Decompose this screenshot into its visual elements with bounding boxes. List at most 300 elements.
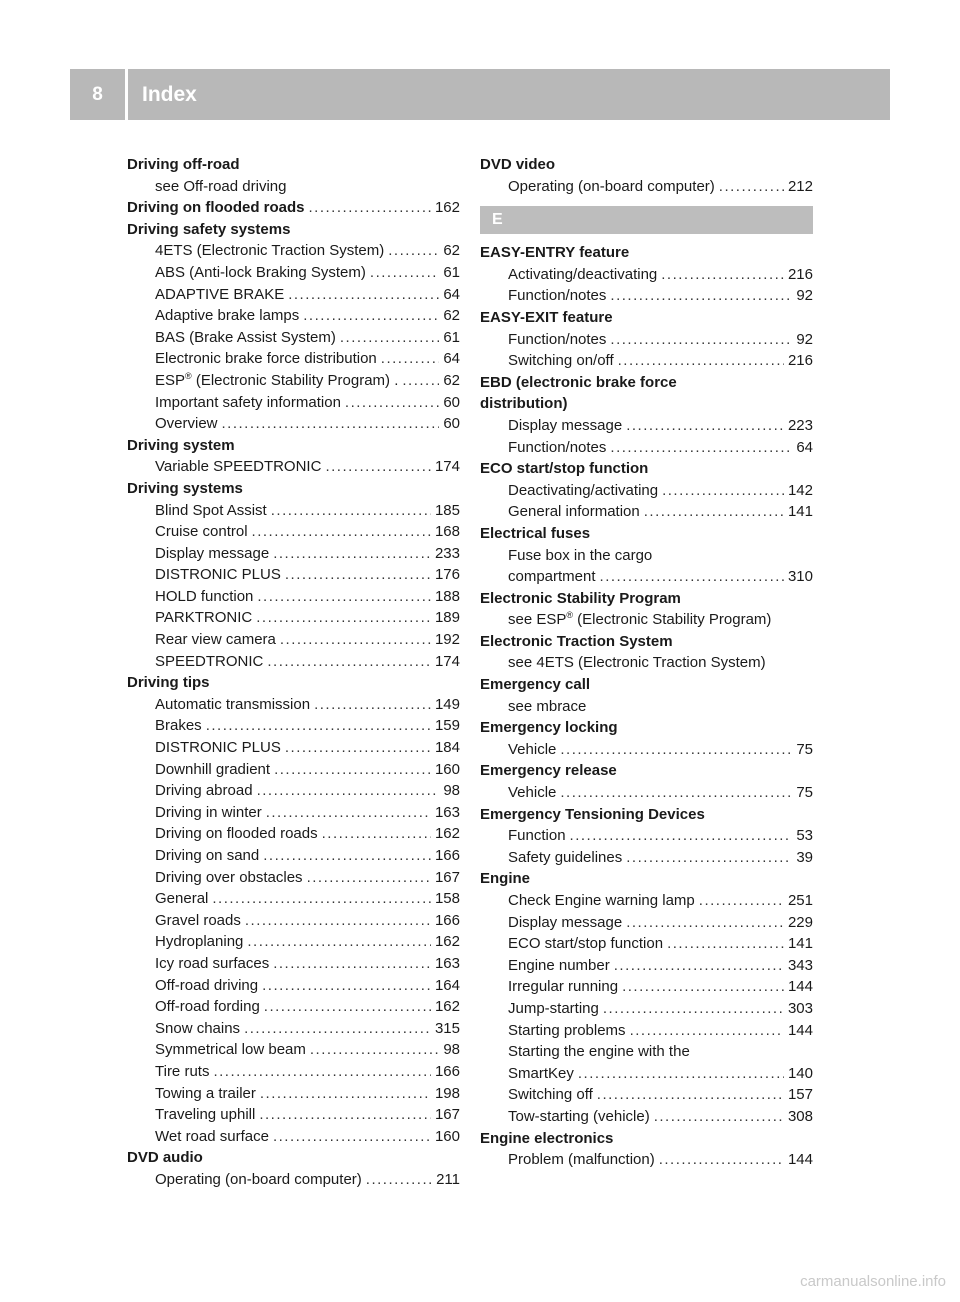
entry-text: see 4ETS (Electronic Traction System) xyxy=(508,654,766,672)
index-subentry xyxy=(127,1104,460,1126)
entry-text-cont: (Electronic Stability Program) xyxy=(573,611,772,629)
page-reference[interactable]: 144 xyxy=(787,978,813,996)
dot-leader xyxy=(610,285,792,307)
entry-text: EASY-EXIT feature xyxy=(480,308,613,326)
entry-text: Brakes xyxy=(155,717,202,735)
index-subentry xyxy=(127,392,460,414)
entry-label xyxy=(480,372,677,394)
entry-text: 4ETS (Electronic Traction System) xyxy=(155,242,385,260)
index-subentry xyxy=(480,415,813,437)
page-reference[interactable]: 184 xyxy=(434,739,460,757)
entry-label xyxy=(508,285,606,307)
entry-label xyxy=(155,780,253,802)
index-subentry xyxy=(127,327,460,349)
index-subentry xyxy=(127,1169,460,1191)
entry-text: Important safety information xyxy=(155,393,341,411)
entry-text: SmartKey xyxy=(508,1064,574,1082)
page-reference[interactable]: 62 xyxy=(443,371,460,389)
index-subentry xyxy=(480,1041,813,1063)
entry-label xyxy=(480,588,681,610)
page-reference[interactable]: 189 xyxy=(434,609,460,627)
page-reference[interactable]: 212 xyxy=(787,177,813,195)
index-subentry xyxy=(127,262,460,284)
entry-text: HOLD function xyxy=(155,587,254,605)
index-term xyxy=(480,393,813,415)
entry-label xyxy=(508,545,652,567)
index-subentry xyxy=(127,1126,460,1148)
page-number: 8 xyxy=(92,83,103,105)
entry-label xyxy=(155,305,299,327)
entry-label xyxy=(508,566,596,588)
dot-leader xyxy=(252,521,431,543)
entry-label xyxy=(155,759,270,781)
index-subentry xyxy=(127,586,460,608)
index-subentry xyxy=(480,1063,813,1085)
page-reference[interactable]: 160 xyxy=(434,760,460,778)
entry-text: compartment xyxy=(508,568,596,586)
page-reference[interactable]: 343 xyxy=(787,956,813,974)
entry-text: ECO start/stop function xyxy=(480,460,649,478)
entry-text: Electrical fuses xyxy=(480,524,591,542)
page-reference[interactable]: 168 xyxy=(434,523,460,541)
page-reference[interactable]: 142 xyxy=(787,481,813,499)
entry-label xyxy=(155,802,262,824)
index-term xyxy=(480,1128,813,1150)
dot-leader xyxy=(271,500,431,522)
page-reference[interactable]: 98 xyxy=(443,1041,460,1059)
entry-label xyxy=(508,329,606,351)
index-subentry xyxy=(127,521,460,543)
dot-leader xyxy=(285,564,431,586)
entry-label xyxy=(508,933,663,955)
dot-leader xyxy=(264,996,431,1018)
entry-text: Driving in winter xyxy=(155,803,262,821)
page-reference[interactable]: 75 xyxy=(796,740,813,758)
page-reference[interactable]: 176 xyxy=(434,566,460,584)
entry-text: Display message xyxy=(155,544,270,562)
dot-leader xyxy=(370,262,439,284)
index-subentry xyxy=(127,284,460,306)
entry-text: Driving system xyxy=(127,436,235,454)
entry-text: Traveling uphill xyxy=(155,1106,256,1124)
page-reference[interactable]: 157 xyxy=(787,1086,813,1104)
entry-text: Driving on sand xyxy=(155,847,260,864)
entry-label xyxy=(155,715,202,737)
page-reference[interactable]: 62 xyxy=(443,307,460,325)
entry-text: Driving tips xyxy=(127,674,210,692)
page-reference[interactable]: 216 xyxy=(787,265,813,283)
entry-label xyxy=(155,543,269,565)
index-subentry xyxy=(480,998,813,1020)
page-reference[interactable]: 160 xyxy=(434,1127,460,1145)
entry-label xyxy=(508,825,566,847)
entry-text: EASY-ENTRY feature xyxy=(480,244,630,262)
entry-text: Display message xyxy=(508,416,623,434)
dot-leader xyxy=(322,823,431,845)
page-reference[interactable]: 61 xyxy=(443,263,460,281)
entry-text: Irregular running xyxy=(508,978,619,996)
index-subentry xyxy=(127,888,460,910)
entry-text: Switching off xyxy=(508,1086,593,1104)
dot-leader xyxy=(618,350,784,372)
dot-leader xyxy=(314,694,431,716)
entry-text: ECO start/stop function xyxy=(508,935,664,953)
page-reference[interactable]: 198 xyxy=(434,1084,460,1102)
page-reference[interactable]: 98 xyxy=(443,782,460,800)
entry-text: Emergency locking xyxy=(480,719,618,737)
entry-text: Icy road surfaces xyxy=(155,954,270,972)
entry-text: PARKTRONIC xyxy=(155,609,253,627)
dot-leader xyxy=(597,1084,784,1106)
entry-text: see Off-road driving xyxy=(155,177,287,195)
entry-text: distribution) xyxy=(480,395,568,413)
page-reference[interactable]: 216 xyxy=(787,352,813,370)
dot-leader xyxy=(222,413,440,435)
entry-text: Engine number xyxy=(508,956,610,974)
dot-leader xyxy=(560,739,792,761)
entry-text: DVD video xyxy=(480,156,556,173)
entry-text: Driving safety systems xyxy=(127,220,291,238)
entry-label xyxy=(480,307,613,329)
dot-leader xyxy=(307,867,431,889)
entry-text: ESP xyxy=(155,371,186,389)
page-reference[interactable]: 64 xyxy=(443,350,460,368)
dot-leader xyxy=(610,437,792,459)
entry-text: see ESP xyxy=(508,611,567,629)
entry-label xyxy=(508,1063,574,1085)
index-subentry xyxy=(127,348,460,370)
entry-label xyxy=(155,845,259,867)
entry-label xyxy=(155,456,321,478)
index-term xyxy=(480,588,813,610)
page-reference[interactable]: 162 xyxy=(434,825,460,843)
page-reference[interactable]: 149 xyxy=(434,695,460,713)
index-subentry xyxy=(127,176,460,198)
entry-text: Wet road surface xyxy=(155,1127,269,1145)
dot-leader xyxy=(212,888,431,910)
page-reference[interactable]: 166 xyxy=(434,847,460,864)
entry-text: Tire ruts xyxy=(155,1062,210,1080)
entry-text: Safety guidelines xyxy=(508,848,623,866)
dot-leader xyxy=(285,737,431,759)
page-reference[interactable]: 92 xyxy=(796,330,813,348)
index-subentry xyxy=(480,976,813,998)
entry-label xyxy=(508,176,715,198)
entry-label xyxy=(155,240,384,262)
page-reference[interactable]: 64 xyxy=(443,285,460,303)
section-header: E xyxy=(480,206,813,234)
page-reference[interactable]: 75 xyxy=(796,784,813,802)
dot-leader xyxy=(266,802,431,824)
page-reference[interactable]: 60 xyxy=(443,415,460,433)
index-term xyxy=(480,674,813,696)
entry-text: Automatic transmission xyxy=(155,695,311,713)
entry-label xyxy=(480,242,629,264)
page-reference[interactable]: 174 xyxy=(434,652,460,670)
entry-label xyxy=(155,867,303,889)
entry-label xyxy=(155,284,284,306)
entry-text: Hydroplaning xyxy=(155,933,244,951)
index-subentry xyxy=(480,176,813,198)
dot-leader xyxy=(662,480,784,502)
index-subentry xyxy=(480,1106,813,1128)
page-reference[interactable]: 162 xyxy=(434,933,460,951)
page-reference[interactable]: 229 xyxy=(787,913,813,931)
entry-label xyxy=(155,348,377,370)
entry-text: Driving on flooded roads xyxy=(155,825,318,843)
entry-text: Cruise control xyxy=(155,523,248,541)
index-term xyxy=(127,478,460,500)
index-subentry xyxy=(480,545,813,567)
page-reference[interactable]: 211 xyxy=(436,1170,460,1188)
page-reference[interactable]: 163 xyxy=(434,803,460,821)
entry-text: ABS (Anti-lock Braking System) xyxy=(155,263,366,281)
entry-label xyxy=(155,651,263,673)
entry-label xyxy=(508,976,618,998)
dot-leader xyxy=(303,305,439,327)
index-term xyxy=(480,717,813,739)
watermark: carmanualsonline.info xyxy=(800,1273,946,1290)
entry-text: Tow-starting (vehicle) xyxy=(508,1107,650,1125)
index-subentry xyxy=(127,694,460,716)
index-subentry xyxy=(480,912,813,934)
entry-label xyxy=(508,652,766,674)
entry-label xyxy=(155,413,218,435)
entry-text: Function/notes xyxy=(508,438,607,456)
page-reference[interactable]: 162 xyxy=(434,998,460,1016)
page-reference[interactable]: 308 xyxy=(787,1107,813,1125)
entry-text: DISTRONIC PLUS xyxy=(155,739,281,757)
dot-leader xyxy=(273,543,431,565)
entry-label xyxy=(155,629,276,651)
dot-leader xyxy=(340,327,439,349)
index-subentry xyxy=(480,1149,813,1171)
index-column-right xyxy=(480,154,813,1171)
page-reference[interactable]: 140 xyxy=(787,1064,813,1082)
dot-leader xyxy=(610,329,792,351)
page-reference[interactable]: 192 xyxy=(434,631,460,649)
page-reference[interactable]: 303 xyxy=(787,999,813,1017)
index-subentry xyxy=(480,501,813,523)
page-reference[interactable]: 188 xyxy=(434,587,460,605)
entry-label xyxy=(508,415,622,437)
page-reference[interactable]: 163 xyxy=(434,954,460,972)
index-subentry xyxy=(480,847,813,869)
index-subentry xyxy=(480,825,813,847)
index-subentry xyxy=(127,845,460,867)
dot-leader xyxy=(325,456,431,478)
dot-leader xyxy=(366,1169,432,1191)
entry-label xyxy=(155,694,310,716)
page-reference[interactable]: 166 xyxy=(434,911,460,929)
page-reference[interactable]: 141 xyxy=(787,935,813,953)
entry-text: ADAPTIVE BRAKE xyxy=(155,285,285,303)
page-reference[interactable]: 166 xyxy=(434,1062,460,1080)
index-subentry xyxy=(127,564,460,586)
page-reference[interactable]: 315 xyxy=(434,1019,460,1037)
page-reference[interactable]: 39 xyxy=(796,848,813,866)
entry-label xyxy=(155,953,269,975)
entry-label xyxy=(480,717,618,739)
entry-text: Problem (malfunction) xyxy=(508,1151,655,1169)
page-reference[interactable]: 62 xyxy=(443,242,460,260)
page-reference[interactable]: 223 xyxy=(787,416,813,434)
page-reference[interactable]: 61 xyxy=(443,328,460,346)
entry-label xyxy=(127,478,243,500)
index-subentry xyxy=(127,651,460,673)
index-subentry xyxy=(127,996,460,1018)
entry-label xyxy=(508,480,658,502)
entry-text: Function/notes xyxy=(508,330,607,348)
dot-leader xyxy=(600,566,784,588)
dot-leader xyxy=(256,607,431,629)
entry-label xyxy=(508,350,614,372)
entry-label xyxy=(480,760,617,782)
page-reference[interactable]: 158 xyxy=(434,890,460,908)
entry-text: Variable SPEEDTRONIC xyxy=(155,458,322,476)
entry-label xyxy=(480,458,648,480)
entry-text: Check Engine warning lamp xyxy=(508,892,695,909)
index-subentry xyxy=(480,609,813,631)
entry-label xyxy=(155,586,253,608)
entry-text: Off-road fording xyxy=(155,998,260,1016)
entry-text: General xyxy=(155,890,209,908)
page-reference[interactable]: 60 xyxy=(443,393,460,411)
dot-leader xyxy=(280,629,431,651)
index-subentry xyxy=(480,1020,813,1042)
entry-label xyxy=(508,1041,690,1063)
dot-leader xyxy=(661,264,784,286)
entry-text: DVD audio xyxy=(127,1149,203,1167)
entry-text: Operating (on-board computer) xyxy=(155,1170,362,1188)
entry-text: Switching on/off xyxy=(508,352,614,370)
entry-label xyxy=(508,890,695,912)
entry-text: see mbrace xyxy=(508,697,587,715)
entry-label xyxy=(480,393,567,415)
index-subentry xyxy=(480,890,813,912)
entry-text: Driving on flooded roads xyxy=(127,199,305,217)
index-subentry xyxy=(127,910,460,932)
page-reference[interactable]: 53 xyxy=(796,827,813,845)
index-subentry xyxy=(127,931,460,953)
entry-text: Towing a trailer xyxy=(155,1084,256,1102)
page-reference[interactable]: 185 xyxy=(434,501,460,519)
entry-label xyxy=(155,888,208,910)
page-reference[interactable]: 162 xyxy=(434,199,460,217)
dot-leader xyxy=(560,782,792,804)
dot-leader xyxy=(667,933,784,955)
page-reference[interactable]: 167 xyxy=(434,868,460,886)
entry-text: Engine electronics xyxy=(480,1129,614,1147)
index-term xyxy=(480,631,813,653)
index-subentry xyxy=(127,867,460,889)
dot-leader xyxy=(310,1039,439,1061)
page-reference[interactable]: 144 xyxy=(787,1021,813,1039)
index-term xyxy=(480,760,813,782)
entry-label xyxy=(155,931,243,953)
page-reference[interactable]: 251 xyxy=(787,892,813,909)
entry-text: Gravel roads xyxy=(155,911,241,929)
header-divider xyxy=(125,69,128,120)
page-reference[interactable]: 144 xyxy=(787,1151,813,1169)
entry-label xyxy=(508,437,606,459)
dot-leader xyxy=(345,392,439,414)
entry-label xyxy=(155,996,260,1018)
entry-label xyxy=(155,1018,240,1040)
index-subentry xyxy=(480,566,813,588)
index-subentry xyxy=(127,543,460,565)
page-reference[interactable]: 310 xyxy=(787,568,813,586)
index-term xyxy=(127,1147,460,1169)
entry-text: Symmetrical low beam xyxy=(155,1041,306,1059)
index-term xyxy=(127,219,460,241)
page-reference[interactable]: 167 xyxy=(434,1106,460,1124)
entry-text: Emergency release xyxy=(480,762,617,780)
page-reference[interactable]: 159 xyxy=(434,717,460,735)
entry-label xyxy=(508,609,771,631)
entry-label xyxy=(155,392,341,414)
index-subentry xyxy=(480,480,813,502)
page-reference[interactable]: 141 xyxy=(787,503,813,521)
registered-mark: ® xyxy=(185,370,192,381)
entry-label xyxy=(155,521,248,543)
page-reference[interactable]: 174 xyxy=(434,458,460,476)
entry-label xyxy=(508,1020,626,1042)
entry-text: DISTRONIC PLUS xyxy=(155,566,281,584)
dot-leader xyxy=(260,1083,431,1105)
entry-text: Deactivating/activating xyxy=(508,481,659,499)
entry-text: Electronic brake force distribution xyxy=(155,350,377,368)
entry-label xyxy=(480,868,530,890)
dot-leader xyxy=(244,1018,431,1040)
entry-text: Operating (on-board computer) xyxy=(508,177,715,195)
entry-label xyxy=(127,435,235,457)
index-subentry xyxy=(480,782,813,804)
index-term xyxy=(480,307,813,329)
dot-leader xyxy=(257,586,431,608)
entry-label xyxy=(508,955,610,977)
entry-label xyxy=(155,1039,306,1061)
entry-label xyxy=(155,1126,269,1148)
page-reference[interactable]: 233 xyxy=(434,544,460,562)
index-term xyxy=(127,435,460,457)
entry-label xyxy=(155,607,252,629)
entry-text: EBD (electronic brake force xyxy=(480,373,677,391)
dot-leader xyxy=(206,715,431,737)
page-reference[interactable]: 164 xyxy=(434,976,460,994)
entry-text: Starting problems xyxy=(508,1021,626,1039)
dot-leader xyxy=(402,370,439,392)
index-subentry xyxy=(127,780,460,802)
entry-label xyxy=(127,1147,203,1169)
page-reference[interactable]: 92 xyxy=(796,287,813,305)
index-term xyxy=(480,804,813,826)
entry-label xyxy=(155,370,398,392)
index-subentry xyxy=(127,823,460,845)
index-subentry xyxy=(480,739,813,761)
dot-leader xyxy=(263,845,431,867)
page-reference[interactable]: 64 xyxy=(796,438,813,456)
index-subentry xyxy=(480,329,813,351)
index-subentry xyxy=(127,456,460,478)
entry-label xyxy=(155,176,286,198)
entry-text: Engine xyxy=(480,870,531,888)
entry-text: Function xyxy=(508,827,566,845)
index-subentry xyxy=(127,759,460,781)
dot-leader xyxy=(213,1061,431,1083)
entry-label xyxy=(127,219,290,241)
index-subentry xyxy=(127,737,460,759)
